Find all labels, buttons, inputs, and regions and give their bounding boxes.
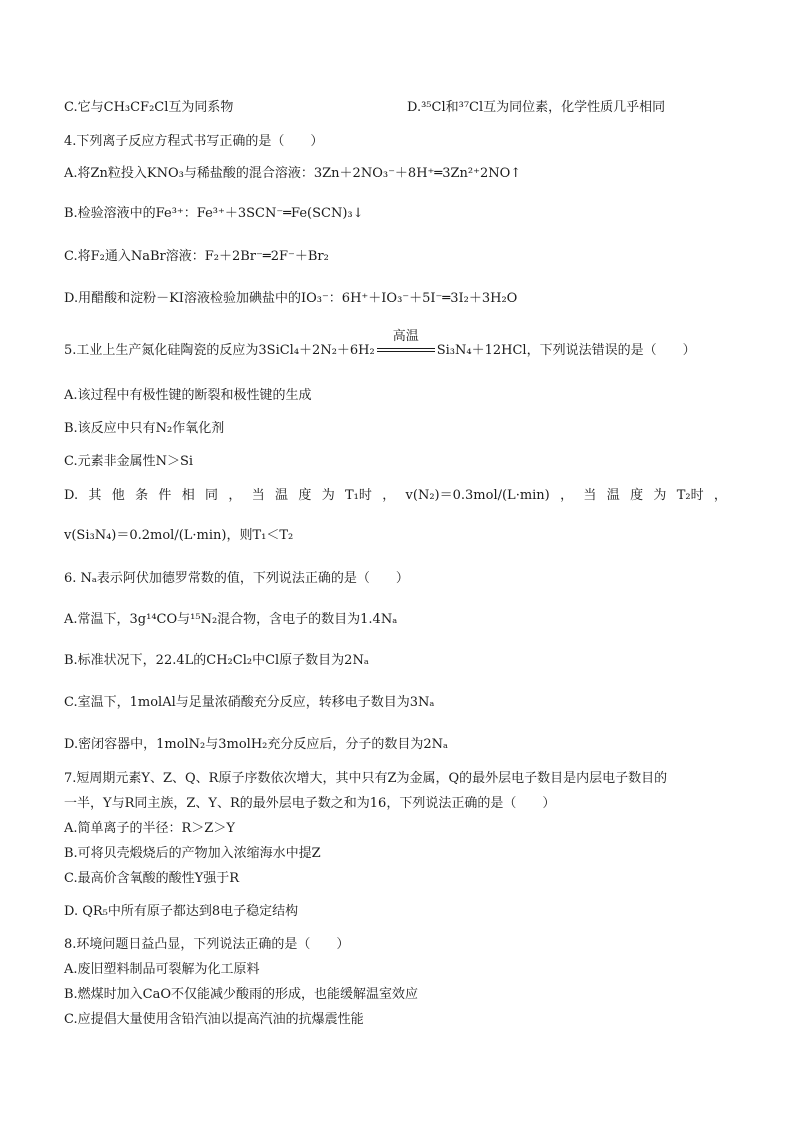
q5-d-part: 当 <box>583 488 597 503</box>
q5-stem-left: 5.工业上生产氮化硅陶瓷的反应为3SiCl₄＋2N₂＋6H₂ <box>64 343 375 358</box>
q5-d-part: 相 <box>181 488 195 503</box>
q5-d-part: v(N₂)＝0.3mol/(L·min) <box>405 488 550 503</box>
q8-stem: 8.环境问题日益凸显，下列说法正确的是（ ） <box>64 937 350 952</box>
q5-reaction-arrow <box>375 329 437 360</box>
q5-d-part: ， <box>560 488 574 503</box>
q5-d-part: 度 <box>298 488 312 503</box>
q5-d-part: 同 <box>205 488 219 503</box>
q5-d-part: ， <box>382 488 396 503</box>
q6-option-b: B.标准状况下，22.4L的CH₂Cl₂中Cl原子数目为2Nₐ <box>64 653 369 668</box>
q7-option-a: A.简单离子的半径：R＞Z＞Y <box>64 821 235 836</box>
q7-option-b: B.可将贝壳煅烧后的产物加入浓缩海水中提Z <box>64 846 321 861</box>
q4-option-b: B.检验溶液中的Fe³⁺：Fe³⁺＋3SCN⁻═Fe(SCN)₃↓ <box>64 206 364 221</box>
q3-option-d: D.³⁵Cl和³⁷Cl互为同位素，化学性质几乎相同 <box>407 100 666 115</box>
q5-d-part: T₂时 <box>676 488 704 503</box>
q5-d-part: 条 <box>135 488 149 503</box>
q5-d-part: 温 <box>606 488 620 503</box>
q7-stem-line2: 一半，Y与R同主族，Z、Y、R的最外层电子数之和为16，下列说法正确的是（ ） <box>64 796 556 811</box>
q6-option-d: D.密闭容器中，1molN₂与3molH₂充分反应后，分子的数目为2Nₐ <box>64 737 449 752</box>
q8-option-c: C.应提倡大量使用含铅汽油以提高汽油的抗爆震性能 <box>64 1012 364 1027</box>
double-line-icon <box>377 348 435 352</box>
q5-d-part: 温 <box>275 488 289 503</box>
q5-d-part: 当 <box>251 488 265 503</box>
q7-option-c: C.最高价含氧酸的酸性Y强于R <box>64 871 239 886</box>
q5-d-part: D. <box>64 488 79 503</box>
q5-d-part: 度 <box>630 488 644 503</box>
q6-option-a: A.常温下，3g¹⁴CO与¹⁵N₂混合物，含电子的数目为1.4Nₐ <box>64 612 398 627</box>
q3-options-row <box>64 99 666 117</box>
q5-d-part: 为 <box>321 488 335 503</box>
q8-option-a: A.废旧塑料制品可裂解为化工原料 <box>64 962 260 977</box>
q5-stem-right: Si₃N₄＋12HCl，下列说法错误的是（ ） <box>436 343 696 358</box>
q5-d-part: ， <box>228 488 242 503</box>
q5-d-part: ， <box>713 488 727 503</box>
q5-d-part: 为 <box>653 488 667 503</box>
q5-d-part: 件 <box>158 488 172 503</box>
q5-option-d-cont: v(Si₃N₄)＝0.2mol/(L·min)，则T₁＜T₂ <box>64 528 294 543</box>
q7-stem-line1: 7.短周期元素Y、Z、Q、R原子序数依次增大，其中只有Z为金属，Q的最外层电子数目是内层电子数目的 <box>64 771 668 786</box>
q3-option-c: C.它与CH₃CF₂Cl互为同系物 <box>64 100 234 115</box>
q5-condition: 高温 <box>392 329 419 344</box>
q4-option-d: D.用醋酸和淀粉－KI溶液检验加碘盐中的IO₃⁻：6H⁺＋IO₃⁻＋5I⁻═3I₂＋3H₂O <box>64 291 518 306</box>
q5-d-part: 他 <box>111 488 125 503</box>
q4-option-a: A.将Zn粒投入KNO₃与稀盐酸的混合溶液：3Zn＋2NO₃⁻＋8H⁺═3Zn²⁺2NO↑ <box>64 166 522 181</box>
q5-option-b: B.该反应中只有N₂作氧化剂 <box>64 421 225 436</box>
q7-option-d: D. QR₅中所有原子都达到8电子稳定结构 <box>64 904 299 919</box>
q5-d-part: 其 <box>88 488 102 503</box>
q6-option-c: C.室温下，1molAl与足量浓硝酸充分反应，转移电子数目为3Nₐ <box>64 695 435 710</box>
q5-option-d <box>64 487 727 505</box>
q6-stem: 6. Nₐ表示阿伏加德罗常数的值，下列说法正确的是（ ） <box>64 571 409 586</box>
q5-d-part: T₁时 <box>345 488 372 503</box>
q4-option-c: C.将F₂通入NaBr溶液：F₂＋2Br⁻═2F⁻＋Br₂ <box>64 249 329 264</box>
q5-option-a: A.该过程中有极性键的断裂和极性键的生成 <box>64 388 312 403</box>
q4-stem: 4.下列离子反应方程式书写正确的是（ ） <box>64 134 324 149</box>
q8-option-b: B.燃煤时加入CaO不仅能减少酸雨的形成，也能缓解温室效应 <box>64 987 419 1002</box>
q5-option-c: C.元素非金属性N＞Si <box>64 454 194 469</box>
q5-stem <box>64 329 696 360</box>
